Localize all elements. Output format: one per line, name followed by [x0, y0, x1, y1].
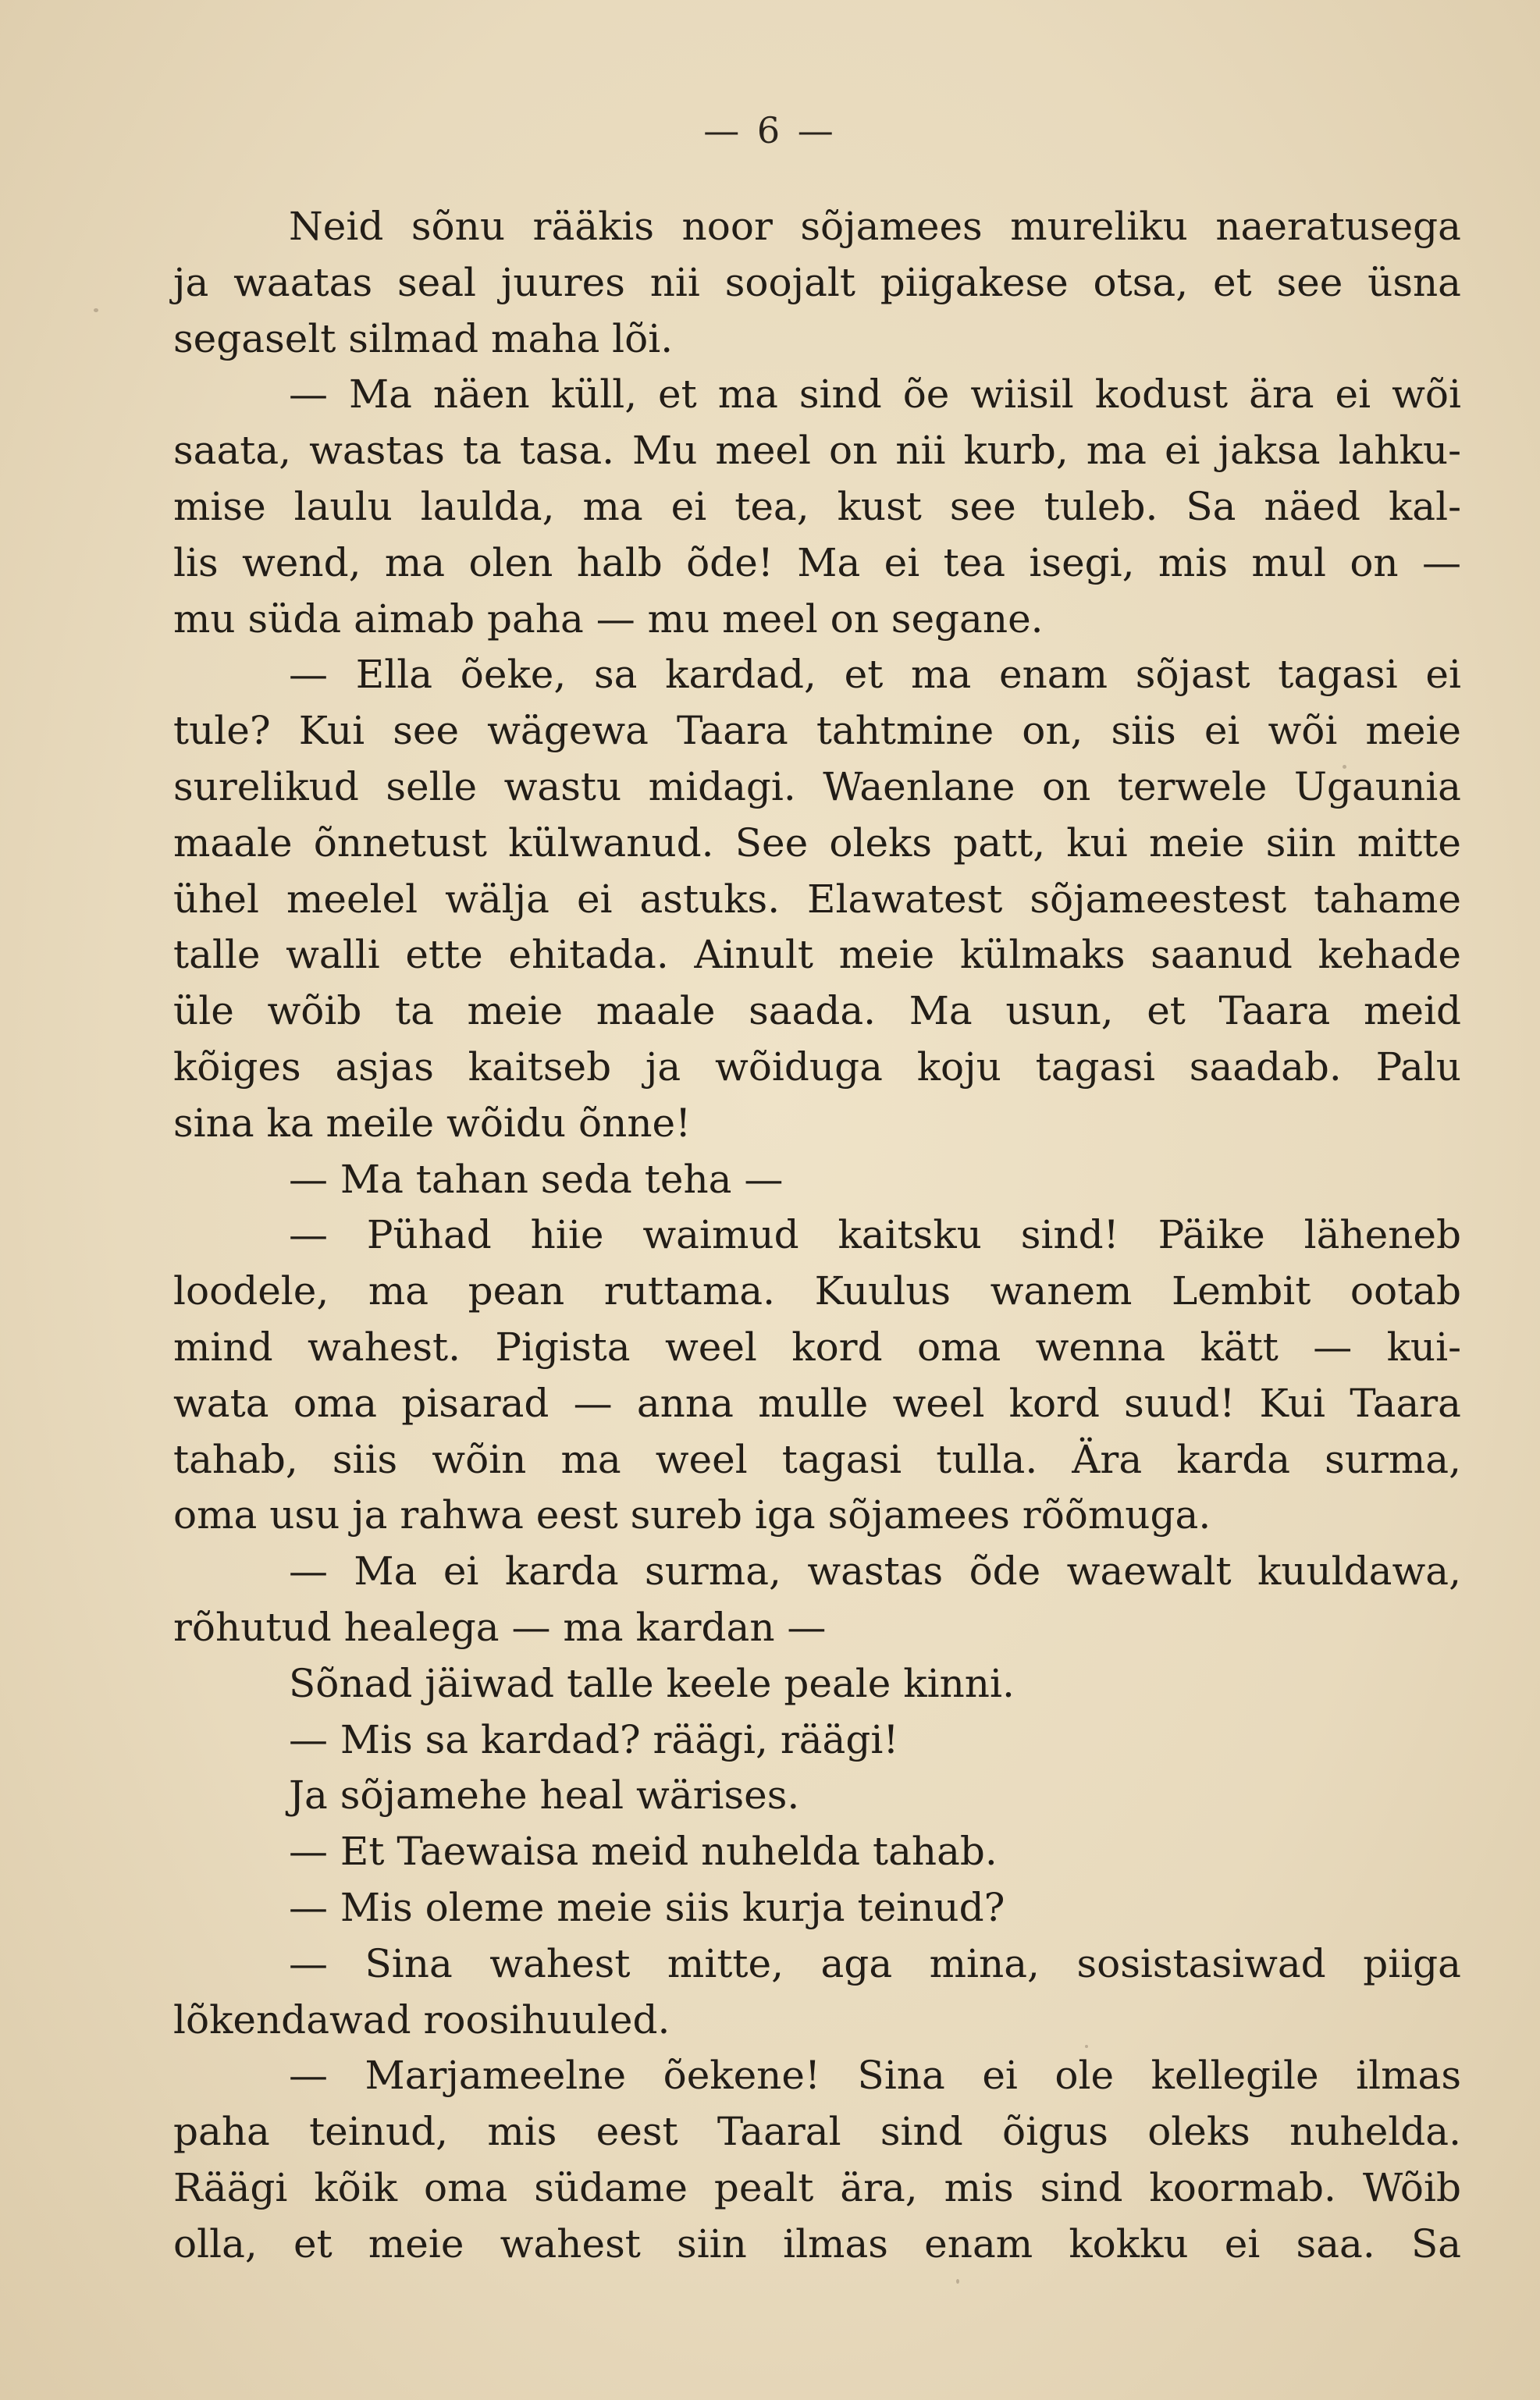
text-line: Ja sõjamehe heal wärises. [289, 1772, 800, 1819]
text-line: — Ella õeke, sa kardad, et ma enam sõjast tagasi ei [289, 652, 1461, 698]
text-line: maale õnnetust külwanud. See oleks patt, kui meie siin mitte [173, 820, 1461, 866]
text-line: — Marjameelne õekene! Sina ei ole kellegile ilmas [289, 2053, 1461, 2099]
text-line: — Mis oleme meie siis kurja teinud? [289, 1884, 1005, 1930]
text-line: — Ma ei karda surma, wastas õde waewalt kuuldawa, [289, 1548, 1461, 1595]
text-line: Räägi kõik oma südame pealt ära, mis sind koormab. Wõib [173, 2164, 1461, 2210]
paper-speck [94, 308, 98, 312]
paper-speck [956, 2279, 959, 2284]
text-line: loodele, ma pean ruttama. Kuulus wanem Lembit ootab [173, 1268, 1461, 1314]
page-text [173, 199, 1461, 2272]
text-line: sina ka meile wõidu õnne! [173, 1100, 692, 1146]
text-line: tahab, siis wõin ma weel tagasi tulla. Ära karda surma, [173, 1436, 1461, 1482]
text-line: tule? Kui see wägewa Taara tahtmine on, siis ei wõi meie [173, 708, 1461, 754]
text-line: — Ma näen küll, et ma sind õe wiisil kodust ära ei wõi [289, 372, 1461, 418]
page-number: — 6 — [703, 109, 837, 151]
text-line: olla, et meie wahest siin ilmas enam kokku ei saa. Sa [173, 2220, 1461, 2267]
text-line: lis wend, ma olen halb õde! Ma ei tea isegi, mis mul on — [173, 539, 1461, 585]
text-line: — Pühad hiie waimud kaitsku sind! Päike läheneb [289, 1212, 1461, 1258]
text-line: kõiges asjas kaitseb ja wõiduga koju tagasi saadab. Palu [173, 1044, 1461, 1090]
text-line: — Mis sa kardad? räägi, räägi! [289, 1716, 899, 1762]
text-line: oma usu ja rahwa eest sureb iga sõjamees rõõmuga. [173, 1492, 1211, 1538]
text-line: surelikud selle wastu midagi. Waenlane on terwele Ugaunia [173, 763, 1461, 809]
text-line: mu süda aimab paha — mu meel on segane. [173, 596, 1044, 642]
text-line: talle walli ette ehitada. Ainult meie külmaks saanud kehade [173, 932, 1461, 978]
text-line: ühel meelel wälja ei astuks. Elawatest sõjameestest tahame [173, 876, 1461, 922]
paper-speck [1085, 2045, 1088, 2048]
text-line: — Et Taewaisa meid nuhelda tahab. [289, 1829, 998, 1875]
text-line: üle wõib ta meie maale saada. Ma usun, et Taara meid [173, 988, 1461, 1034]
paper-speck [1343, 765, 1346, 769]
text-line: Neid sõnu rääkis noor sõjamees mureliku naeratusega [289, 204, 1461, 249]
text-line: Sõnad jäiwad talle keele peale kinni. [289, 1660, 1015, 1706]
text-line: paha teinud, mis eest Taaral sind õigus oleks nuhelda. [173, 2109, 1461, 2155]
text-line: wata oma pisarad — anna mulle weel kord suud! Kui Taara [173, 1380, 1461, 1426]
text-line: lõkendawad roosihuuled. [173, 1996, 670, 2043]
text-line: — Sina wahest mitte, aga mina, sosistasiwad piiga [289, 1940, 1461, 1986]
text-line: segaselt silmad maha lõi. [173, 315, 674, 361]
text-line: saata, wastas ta tasa. Mu meel on nii kurb, ma ei jaksa lahku- [173, 428, 1461, 474]
text-line: rõhutud healega — ma kardan — [173, 1604, 827, 1650]
text-line: — Ma tahan seda teha — [289, 1156, 784, 1202]
text-line: mise laulu laulda, ma ei tea, kust see tuleb. Sa näed kal- [173, 483, 1461, 529]
text-line: ja waatas seal juures nii soojalt piigakese otsa, et see üsna [173, 259, 1461, 305]
text-line: mind wahest. Pigista weel kord oma wenna kätt — kui- [173, 1324, 1461, 1370]
